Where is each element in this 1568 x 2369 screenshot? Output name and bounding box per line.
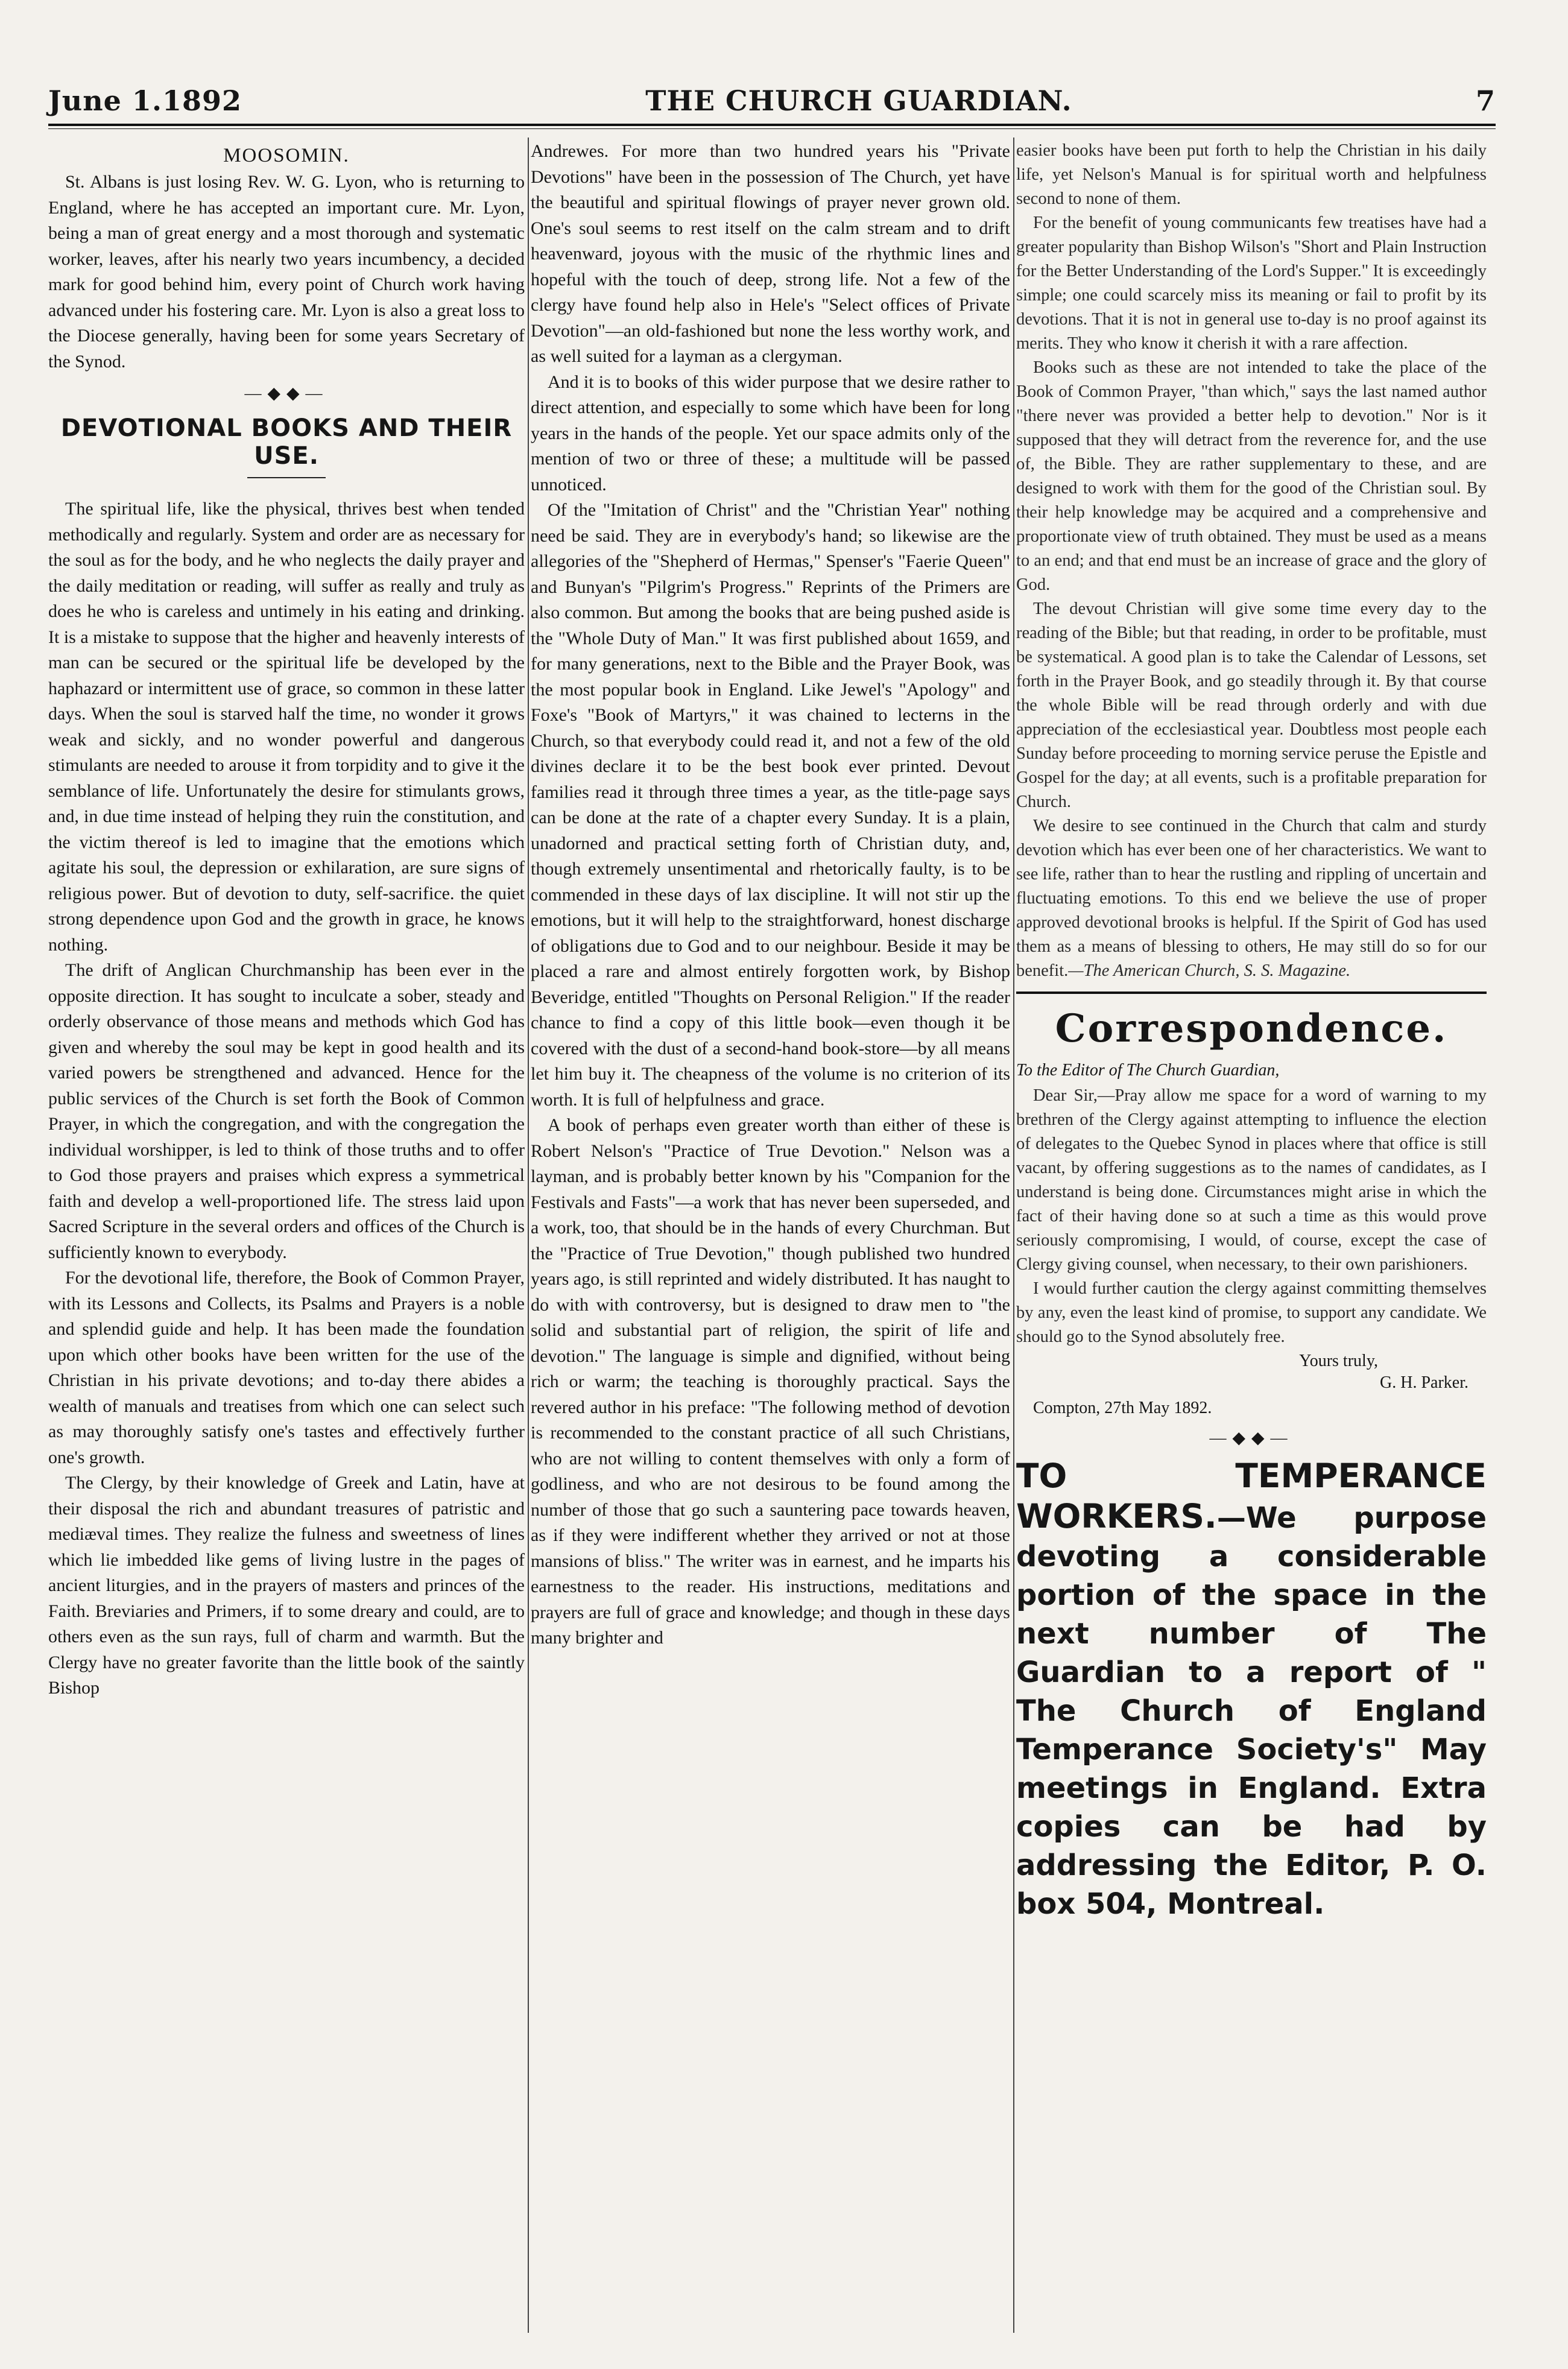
ornament-divider: —◆◆— — [244, 384, 329, 403]
column-divider — [1013, 138, 1014, 2333]
paragraph: For the benefit of young communicants few treatises have had a greater popularity than Bishop Wilson's "Short and Plain Instruction for the Better Understanding of the Lord's Supper." It is exceedingly simple; one could scarcely miss its meaning or fail to profit by its devotions. That it is not in general use to-day is no proof against its merits. They who know it cherish it with a rare affection. — [1016, 213, 1487, 353]
header-rule-thin — [48, 128, 1496, 129]
temperance-notice — [1016, 1457, 1487, 1923]
devotional-article-part-3 — [1016, 139, 1487, 983]
issue-date: June 1.1892 — [48, 84, 242, 117]
paragraph: A book of perhaps even greater worth than either of these is Robert Nelson's "Practice of True Devotion." Nelson was a layman, and is probably better known by his "Companion for the Festivals and Fasts"—a work that has never been superseded, and a work, too, that should be in the hands of every Churchman. But the "Practice of True Devotion," though published two hundred years ago, is still reprinted and widely distributed. It has naught to do with with controversy, but is designed to draw men to "the solid and substantial part of religion, the spirit of life and devotion." The language is simple and dignified, without being rich or warm; the teaching is thoroughly practical. Says the revered author in his preface: "The following method of devotion is recommended to the constant practice of all such Christians, who are not willing to content themselves with only a form of godliness, and who are not desirous to be found among the number of those that go such a sauntering pace towards heaven, as if they were indifferent whether they arrived or not at those mansions of bliss." The writer was in earnest, and he imparts his earnestness to the reader. His instructions, meditations and prayers are full of grace and knowledge; and though in these days many brighter and — [531, 1115, 1010, 1648]
letter-body — [1016, 1084, 1487, 1349]
correspondence-heading: Correspondence. — [1055, 1006, 1448, 1051]
newspaper-title: THE CHURCH GUARDIAN. — [645, 84, 1072, 117]
letter-place-date: Compton, 27th May 1892. — [1033, 1399, 1212, 1417]
header-rule — [48, 124, 1496, 126]
paragraph: Of the "Imitation of Christ" and the "Christian Year" nothing need be said. They are in everybody's hand; so likewise are the allegories of the "Shepherd of Hermas," Spenser's "Faerie Queen" and Bunyan's "Pilgrim's Progress." Reprints of the Primers are also common. But among the books that are being pushed aside is the "Whole Duty of Man." It was first published about 1659, and for many generations, next to the Bible and the Prayer Book, was the most popular book in England. Like Jewel's "Apology" and Foxe's "Book of Martyrs," it was chained to lecterns in the Church, so that everybody could read it, and not a few of the old divines declare it to be the best book ever printed. Devout families read it through three times a year, as the title-page says can be done at the rate of a chapter every Sunday. It is a plain, unadorned and practical setting forth of Christian duty, and, though extremely unsentimental and rhetorically faulty, is to be commended in these days of lax discipline. It will not stir up the emotions, but it will help to the straightforward, honest discharge of obligations due to God and to our neighbour. Beside it may be placed a rare and almost entirely forgotten work, by Bishop Beveridge, entitled "Thoughts on Personal Religion." If the reader chance to find a copy of this little book—even though it be covered with the dust of a second-hand book-store—by all means let him buy it. The cheapness of the volume is no criterion of its worth. It is full of helpfulness and grace. — [531, 500, 1010, 1110]
letter-address: To the Editor of The Church Guardian, — [1016, 1061, 1280, 1080]
page-number: 7 — [1475, 84, 1496, 117]
devotional-article-part-2 — [531, 139, 1010, 1651]
paragraph: Dear Sir,—Pray allow me space for a word of warning to my brethren of the Clergy against attempting to influence the election of delegates to the Quebec Synod in places where that office is still vacant, by offering suggestions as to the names of candidates, as I understand is being done. Circumstances might arise in which the fact of their having done so at such a time as this would prove seriously compromising, I would, of course, except the case of Clergy giving counsel, when necessary, to their own parishioners. — [1016, 1086, 1487, 1274]
article-source: —The American Church, S. S. Magazine. — [1068, 961, 1351, 980]
short-rule — [247, 477, 326, 478]
devotional-article-part-1 — [48, 496, 525, 1701]
letter-closing: Yours truly, — [1299, 1352, 1378, 1370]
paragraph: Books such as these are not intended to take the place of the Book of Common Prayer, "than which," says the last named author "there never was provided a better help to devotion." Nor is it supposed that they will detract from the reverence for, and the use of, the Bible. They are rather supplementary to these, and are designed to work with them for the good of the Christian soul. By their help knowledge may be acquired and a comprehensive and proportionate view of truth obtained. They must be used as a means to an end; and that end must be an increase of grace and the glory of God. — [1016, 358, 1487, 594]
moosomin-text: St. Albans is just losing Rev. W. G. Lyon, who is returning to England, where he has accepted an important cure. Mr. Lyon, being a man of great energy and a most thorough and systematic worker, leaves, after his nearly two years incumbency, a decided mark for good behind him, every point of Church work having advanced under his fostering care. Mr. Lyon is also a great loss to the Diocese generally, having been for some years Secretary of the Synod. — [48, 172, 525, 372]
column-divider — [528, 138, 529, 2333]
temperance-text: —We purpose devoting a considerable portion of the space in the next number of The Guardian to a report of " The Church of England Temperance Society's" May meetings in England. Extra copies can be had by addressing the Editor, P. O. box 504, Montreal. — [1016, 1501, 1487, 1921]
paragraph: I would further caution the clergy against committing themselves by any, even the least kind of promise, to support any candidate. We should go to the Synod absolutely free. — [1016, 1279, 1487, 1346]
paragraph — [1016, 814, 1487, 983]
paragraph: And it is to books of this wider purpose that we desire rather to direct attention, and especially to some which have been for long years in the hands of the people. Yet our space admits only of the mention of two or three of these; a multitude will be passed unnoticed. — [531, 372, 1010, 495]
ornament-divider: —◆◆— — [1209, 1429, 1294, 1447]
column-2 — [531, 139, 1010, 2334]
column-1 — [48, 139, 525, 2334]
paragraph: The Clergy, by their knowledge of Greek and Latin, have at their disposal the rich and abundant treasures of patristic and mediæval times. They realize the fulness and sweetness of lines which lie imbedded like gems of living lustre in the pages of ancient liturgies, and in the prayers of masters and princes of the Faith. Breviaries and Primers, if to some dreary and could, are to others even as the sun rays, full of charm and warmth. But the Clergy have no greater favorite than the little book of the saintly Bishop — [48, 1473, 525, 1698]
paragraph: Andrewes. For more than two hundred years his "Private Devotions" have been in the possession of The Church, yet have the beautiful and spiritual flowings of prayer never grown old. One's soul seems to rest itself on the calm stream and to drift heavenward, joyous with the music of the rhythmic lines and hopeful with the touch of deep, strong life. Not a few of the clergy have found help also in Hele's "Select offices of Private Devotion"—an old-fashioned but none the less worthy work, and as well suited for a layman as a clergyman. — [531, 141, 1010, 366]
paragraph-text: We desire to see continued in the Church that calm and sturdy devotion which has ever been one of her characteristics. We want to see life, rather than to hear the rustling and rippling of uncertain and fluctuating emotions. To this end we believe the use of proper approved devotional brooks is helpful. If the Spirit of God has used them as a means of blessing to others, He may still do so for our benefit. — [1016, 817, 1487, 980]
devotional-heading: DEVOTIONAL BOOKS AND THEIR USE. — [60, 414, 513, 470]
paragraph: easier books have been put forth to help the Christian in his daily life, yet Nelson's Manual is for spiritual worth and helpfulness second to none of them. — [1016, 141, 1487, 208]
page-header — [48, 84, 1496, 121]
column-3 — [1016, 139, 1487, 2334]
letter-signature: G. H. Parker. — [1380, 1373, 1468, 1392]
section-rule — [1016, 992, 1487, 994]
moosomin-heading: MOOSOMIN. — [223, 145, 350, 166]
temperance-lead: TO TEMPERANCE WORKERS. — [1016, 1457, 1487, 1536]
paragraph: The devout Christian will give some time every day to the reading of the Bible; but that reading, in order to be profitable, must be systematical. A good plan is to take the Calendar of Lessons, set forth in the Prayer Book, and go steadily through it. By that course the whole Bible will be read through orderly and with due appreciation of the ecclesiastical year. Doubtless most people each Sunday before proceeding to morning service peruse the Epistle and Gospel for the day; at all events, such is a profitable preparation for Church. — [1016, 599, 1487, 811]
moosomin-article — [48, 169, 525, 375]
paragraph: The spiritual life, like the physical, thrives best when tended methodically and regularly. System and order are as necessary for the soul as for the body, and he who neglects the daily prayer and the daily meditation or reading, will suffer as really and truly as does he who is careless and untimely in his eating and drinking. It is a mistake to suppose that the higher and heavenly interests of man can be secured or the spiritual life be developed by the haphazard or intermittent use of grace, so common in these latter days. When the soul is starved half the time, no wonder it grows weak and sickly, and no wonder powerful and dangerous stimulants are needed to arouse it from torpidity and to give it the semblance of life. Unfortunately the desire for stimulants grows, and, in due time instead of helping they ruin the constitution, and the victim thereof is led to imagine that the emotions which agitate his soul, the depression or exhilaration, are sure signs of religious power. But of devotion to duty, self-sacrifice. the quiet strong dependence upon God and the growth in grace, he knows nothing. — [48, 499, 525, 955]
paragraph: The drift of Anglican Churchmanship has been ever in the opposite direction. It has sought to inculcate a sober, steady and orderly observance of those means and methods which God has given and whereby the soul may be kept in good health and its varied powers be strengthened and advanced. Hence for the public services of the Church is set forth the Book of Common Prayer, in which the congregation, and with the congregation the individual worshipper, is led to think of those truths and to offer to God those prayers and praises which express a symmetrical faith and develop a well-proportioned life. The stress laid upon Sacred Scripture in the several orders and offices of the Church is sufficiently known to everybody. — [48, 960, 525, 1262]
paragraph: For the devotional life, therefore, the Book of Common Prayer, with its Lessons and Collects, its Psalms and Prayers is a noble and splendid guide and help. It has been made the foundation upon which other books have been written for the use of the Christian in his private devotions; and to-day there abides a wealth of manuals and treatises from which one can select such as may thoroughly satisfy one's tastes and effectively further one's growth. — [48, 1268, 525, 1467]
